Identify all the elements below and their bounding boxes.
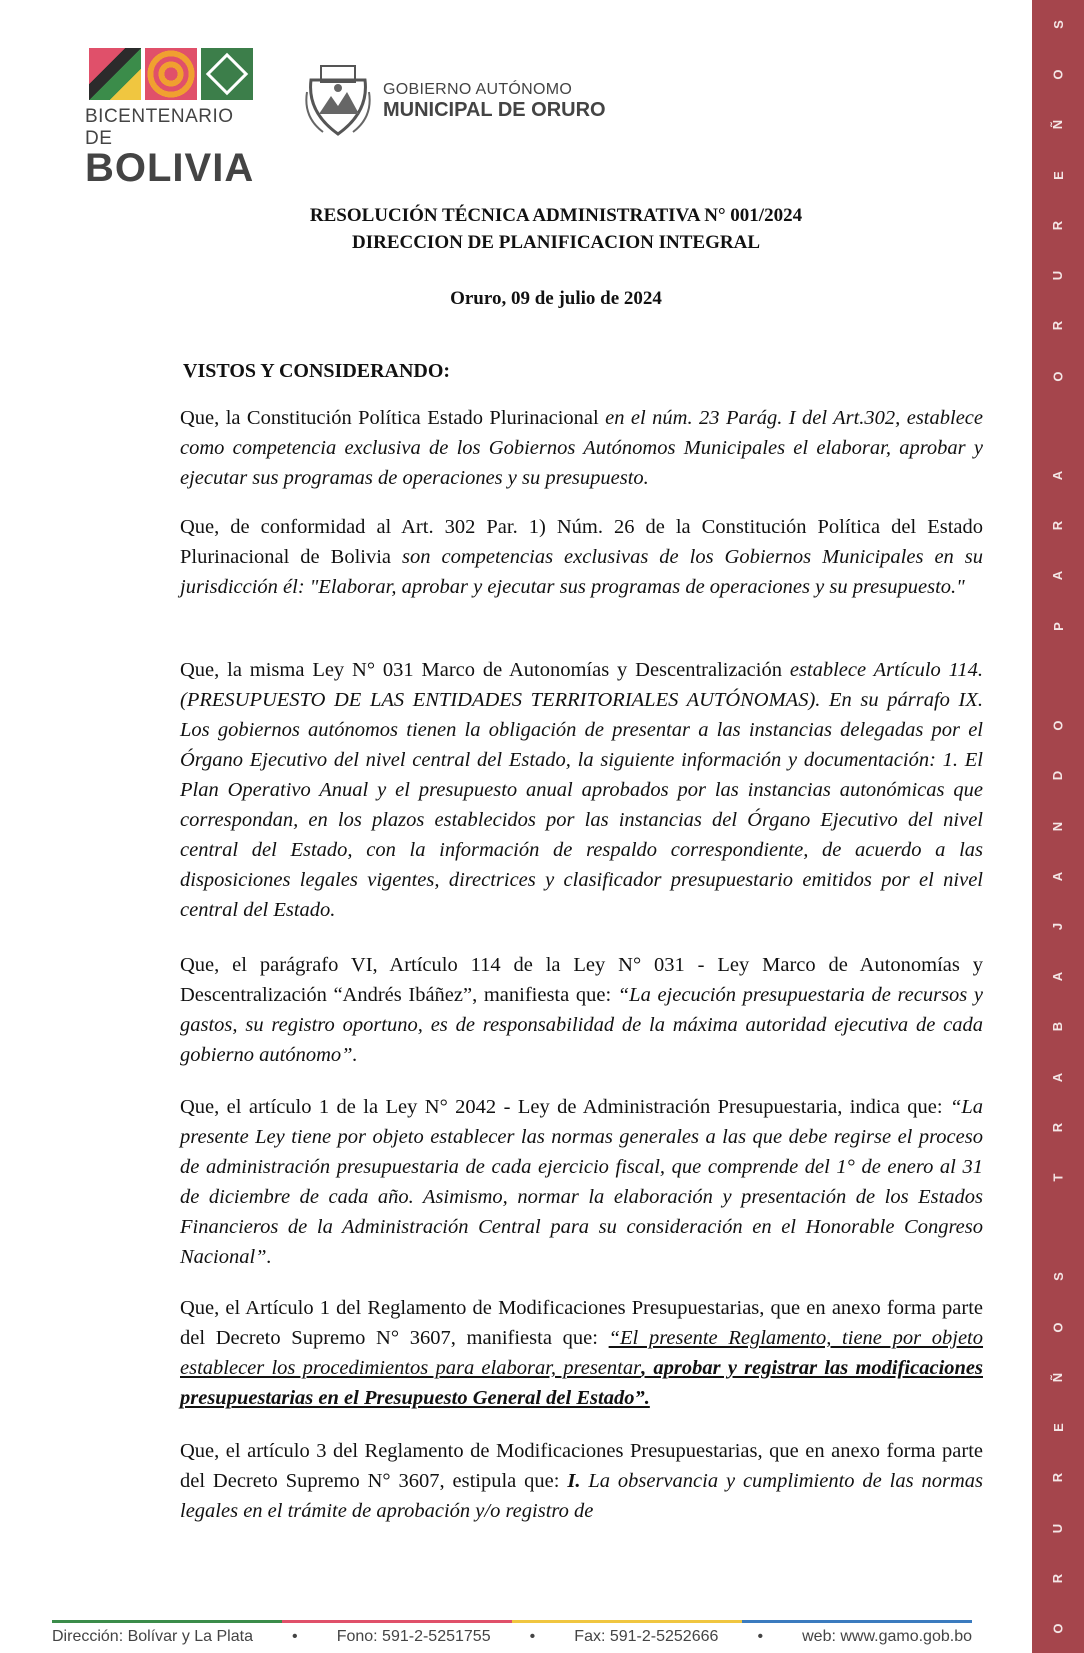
footer-web[interactable]: web: www.gamo.gob.bo xyxy=(802,1628,972,1645)
footer-separator: • xyxy=(292,1628,298,1645)
coat-of-arms-icon xyxy=(303,62,373,140)
bicentenario-emblem xyxy=(89,48,265,100)
emblem-square-1 xyxy=(89,48,141,100)
banner-letter: Ñ xyxy=(1050,1372,1066,1383)
bicentenario-logo xyxy=(85,48,265,190)
paragraph-6 xyxy=(180,1293,983,1413)
footer xyxy=(52,1628,972,1646)
paragraph-1 xyxy=(180,403,983,493)
banner-letter: O xyxy=(1050,1623,1066,1634)
p5-quote: “La presente Ley tiene por objeto establecer las normas generales a las que debe regirse el proceso de administración presupuestaria de cada ejercicio fiscal, que comprende del 1° de enero al 31 de diciembre de cada año. Asimismo, normar la elaboración y presentación de los Estados Financieros de la Administración Central para su consideración en el Honorable Congreso Nacional”. xyxy=(180,1096,983,1268)
banner-letter: R xyxy=(1050,220,1066,231)
gamo-logo xyxy=(303,62,606,140)
footer-color-line xyxy=(52,1620,972,1623)
banner-letter: R xyxy=(1050,520,1066,531)
p1-quote: en el núm. 23 Parág. I del Art.302, establece como competencia exclusiva de los Gobiernos Autónomos Municipales el elaborar, aprobar y ejecutar sus programas de operaciones y su presupuesto. xyxy=(180,407,983,489)
footer-address: Dirección: Bolívar y La Plata xyxy=(52,1628,253,1645)
banner-letter: O xyxy=(1050,720,1066,731)
banner-letter: A xyxy=(1050,871,1066,881)
document-date: Oruro, 09 de julio de 2024 xyxy=(450,288,662,309)
paragraph-5 xyxy=(180,1092,983,1272)
banner-letter: U xyxy=(1050,270,1066,281)
p1-text: Que, la Constitución Política Estado Plurinacional xyxy=(180,407,606,429)
banner-letter: U xyxy=(1050,1523,1066,1533)
banner-letter: A xyxy=(1050,571,1066,581)
banner-letter: O xyxy=(1050,370,1066,382)
banner-letter: T xyxy=(1050,1173,1066,1182)
banner-letter: A xyxy=(1050,1072,1066,1082)
gamo-line2: MUNICIPAL DE ORURO xyxy=(383,98,606,121)
document-subtitle: DIRECCION DE PLANIFICACION INTEGRAL xyxy=(351,232,761,253)
banner-letter: B xyxy=(1050,1022,1066,1032)
p2-text: Que, de conformidad al Art. 302 Par. 1) Núm. 26 de la Constitución Política del Estado Plurinacional de Bolivia xyxy=(180,516,983,568)
banner-letter: R xyxy=(1050,1573,1066,1583)
footer-phone: Fono: 591-2-5251755 xyxy=(336,1628,491,1645)
banner-letter: A xyxy=(1050,470,1066,481)
paragraph-4 xyxy=(180,950,983,1070)
p7-quote: La observancia y cumplimiento de las normas legales en el trámite de aprobación y/o registro de xyxy=(180,1470,983,1522)
banner-letter: R xyxy=(1050,321,1066,331)
p7-numeral: I. xyxy=(567,1470,581,1492)
p5-text: Que, el artículo 1 de la Ley N° 2042 - Ley de Administración Presupuestaria, indica que: xyxy=(180,1096,950,1118)
paragraph-3 xyxy=(180,655,983,925)
banner-letter: O xyxy=(1050,69,1066,80)
p4-quote: “La ejecución presupuestaria de recursos y gastos, su registro oportuno, es de responsabilidad de la máxima autoridad ejecutiva de cada gobierno autónomo”. xyxy=(180,984,984,1066)
section-heading: VISTOS Y CONSIDERANDO: xyxy=(183,360,451,382)
banner-letter: D xyxy=(1050,771,1066,781)
p6-quote-bold: , aprobar y registrar las modificaciones presupuestarias en el Presupuesto General del Estado”. xyxy=(180,1357,983,1409)
banner-letter: E xyxy=(1050,170,1066,180)
banner-letter: Ñ xyxy=(1050,120,1066,130)
document-title: RESOLUCIÓN TÉCNICA ADMINISTRATIVA N° 001/2024 xyxy=(309,205,803,226)
p7-text: Que, el artículo 3 del Reglamento de Modificaciones Presupuestarias, que en anexo forma parte del Decreto Supremo N° 3607, estipula que: xyxy=(180,1440,983,1492)
footer-separator: • xyxy=(757,1628,764,1645)
p6-quote: “El presente Reglamento, tiene por objeto establecer los procedimientos para elaborar, presentar xyxy=(180,1327,984,1379)
p3-text: Que, la misma Ley N° 031 Marco de Autonomías y Descentralización xyxy=(180,659,790,681)
banner-letter: P xyxy=(1050,621,1066,631)
banner-letter: A xyxy=(1050,971,1066,982)
emblem-square-2 xyxy=(145,48,197,100)
footer-fax: Fax: 591-2-5252666 xyxy=(574,1628,719,1645)
banner-letter: S xyxy=(1050,20,1066,29)
gamo-line1: GOBIERNO AUTÓNOMO xyxy=(383,80,573,98)
p2-quote: son competencias exclusivas de los Gobiernos Municipales en su jurisdicción él: "Elaborar, aprobar y ejecutar sus programas de operaciones y su presupuesto." xyxy=(180,546,984,598)
bicentenario-line2: BOLIVIA xyxy=(85,146,255,190)
p3-quote: establece Artículo 114. (PRESUPUESTO DE LAS ENTIDADES TERRITORIALES AUTÓNOMAS). En su párrafo IX. Los gobiernos autónomos tienen la obligación de presentar a las instancias delegadas por el Órgano Ejecutivo del nivel central del Estado, la siguiente información y documentación: 1. El Plan Operativo Anual y el presupuesto anual aprobados por las instancias autonómicas que correspondan, en los plazos establecidos por las instancias del Órgano Ejecutivo del nivel central del Estado, con la información de respaldo correspondiente, de acuerdo a las disposiciones legales vigentes, directrices y clasificador presupuestario emitidos por el nivel central del Estado. xyxy=(180,659,983,921)
banner-letter: J xyxy=(1050,922,1066,931)
p4-text: Que, el parágrafo VI, Artículo 114 de la Ley N° 031 - Ley Marco de Autonomías y Descentralización “Andrés Ibáñez”, manifiesta que: xyxy=(180,954,983,1006)
banner-letter: R xyxy=(1050,1122,1066,1133)
p6-text: Que, el Artículo 1 del Reglamento de Modificaciones Presupuestarias, que en anexo forma parte del Decreto Supremo N° 3607, manifiesta que: xyxy=(180,1297,983,1349)
banner-letter: N xyxy=(1050,821,1066,831)
banner-letter: R xyxy=(1050,1473,1066,1483)
banner-letter: O xyxy=(1050,1322,1066,1333)
emblem-square-3 xyxy=(201,48,253,100)
paragraph-7 xyxy=(180,1436,983,1526)
banner-letter: E xyxy=(1050,1423,1066,1432)
footer-separator: • xyxy=(529,1628,536,1645)
bicentenario-line1: BICENTENARIO DE xyxy=(85,106,234,149)
paragraph-2 xyxy=(180,512,983,602)
banner-letter: S xyxy=(1050,1272,1066,1282)
